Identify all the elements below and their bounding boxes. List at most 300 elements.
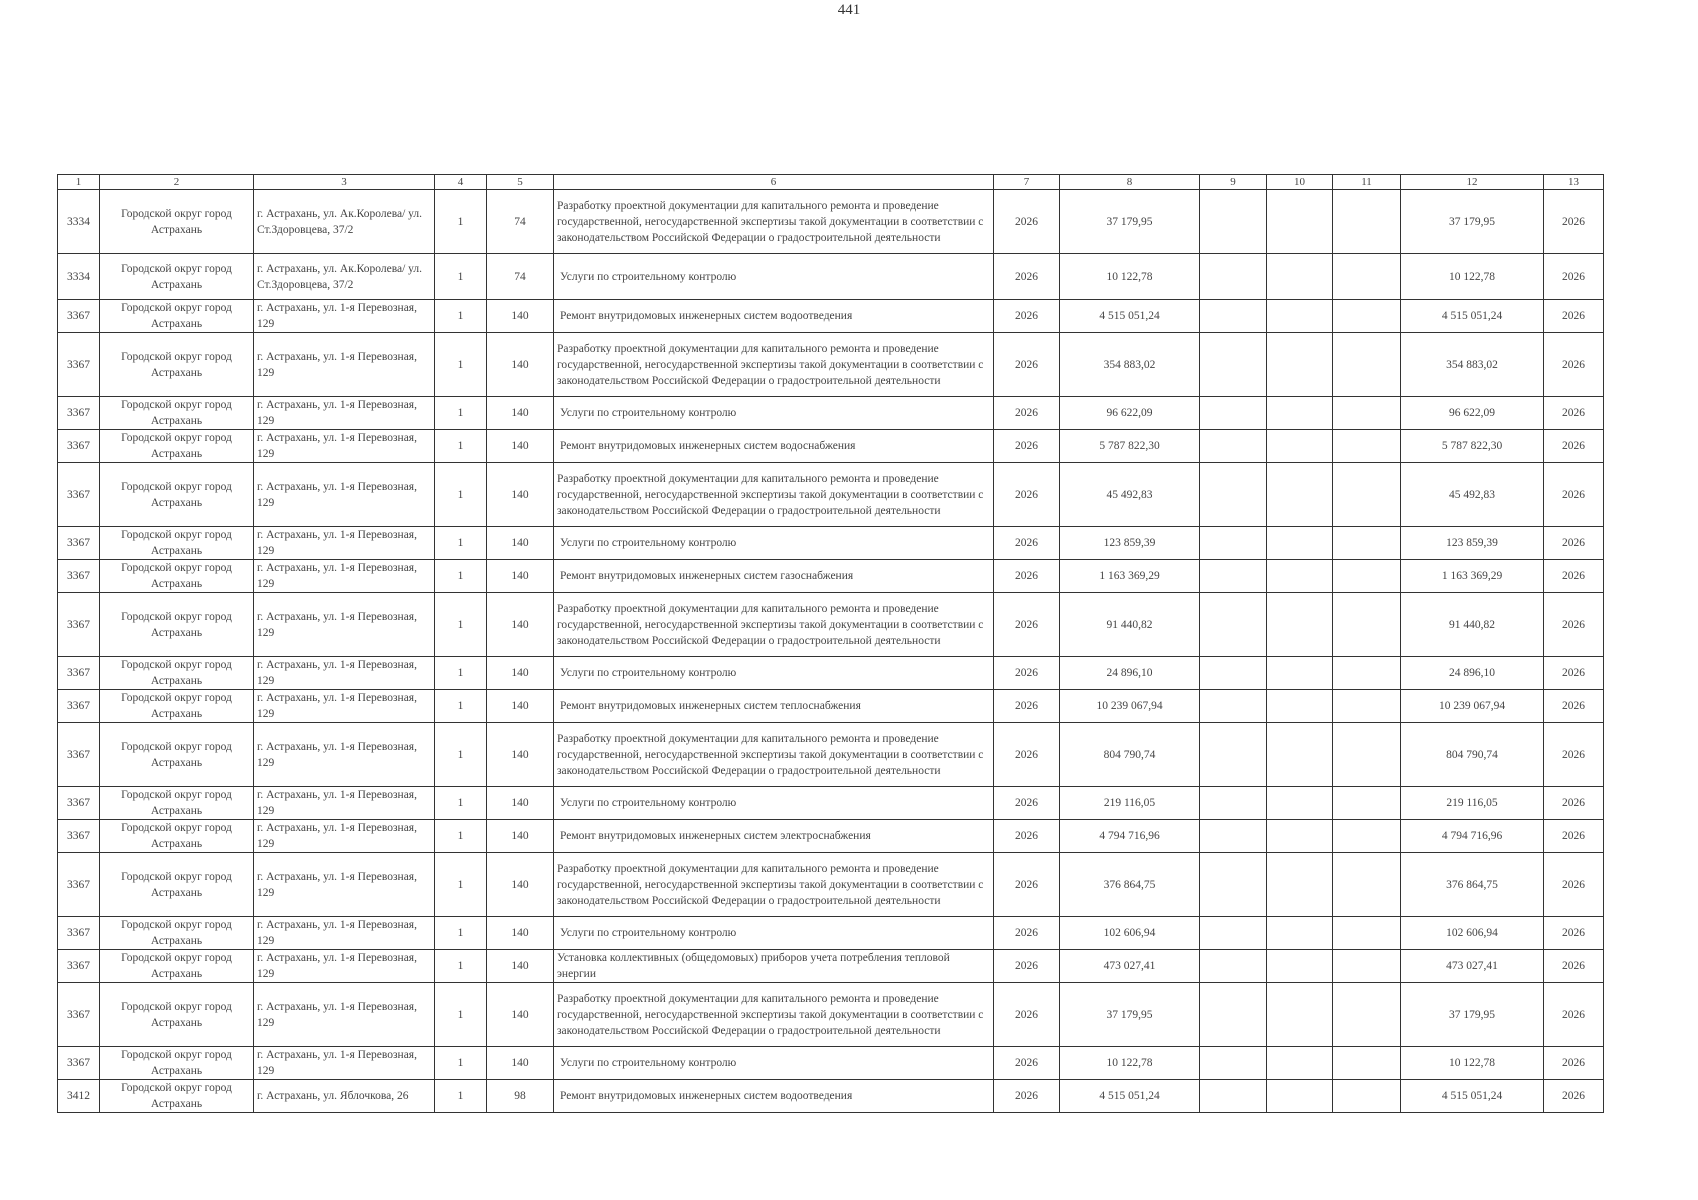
row-number: 3367 — [58, 723, 100, 787]
table-row — [58, 300, 1604, 333]
work-type-cell: Услуги по строительному контролю — [554, 657, 994, 690]
amount-cell: 10 122,78 — [1060, 1047, 1200, 1080]
row-number: 3367 — [58, 560, 100, 593]
count-cell: 140 — [487, 1047, 554, 1080]
year-cell: 2026 — [994, 917, 1060, 950]
table-row — [58, 950, 1604, 983]
finish-year-cell: 2026 — [1544, 690, 1604, 723]
col9-cell — [1200, 593, 1267, 657]
year-cell: 2026 — [994, 787, 1060, 820]
municipality-cell: Городской округ город Астрахань — [100, 527, 254, 560]
address-cell: г. Астрахань, ул. 1-я Перевозная, 129 — [254, 333, 435, 397]
work-type-cell: Услуги по строительному контролю — [554, 917, 994, 950]
total-cell: 45 492,83 — [1401, 463, 1544, 527]
work-type-cell: Разработку проектной документации для капитального ремонта и проведение государственной, негосударственной экспертизы такой документации в соответствии с законодательством Российской Федерации о градостроительной деятельности — [554, 333, 994, 397]
row-number: 3367 — [58, 853, 100, 917]
total-cell: 24 896,10 — [1401, 657, 1544, 690]
total-cell: 102 606,94 — [1401, 917, 1544, 950]
row-number: 3367 — [58, 657, 100, 690]
finish-year-cell: 2026 — [1544, 463, 1604, 527]
municipality-cell: Городской округ город Астрахань — [100, 300, 254, 333]
count-cell: 140 — [487, 657, 554, 690]
col11-cell — [1333, 254, 1401, 300]
municipality-cell: Городской округ город Астрахань — [100, 463, 254, 527]
col10-cell — [1267, 983, 1333, 1047]
column-header: 3 — [254, 175, 435, 190]
col9-cell — [1200, 1080, 1267, 1113]
municipality-cell: Городской округ город Астрахань — [100, 853, 254, 917]
column-header: 1 — [58, 175, 100, 190]
col9-cell — [1200, 917, 1267, 950]
table-row — [58, 723, 1604, 787]
amount-cell: 376 864,75 — [1060, 853, 1200, 917]
col11-cell — [1333, 593, 1401, 657]
year-cell: 2026 — [994, 527, 1060, 560]
finish-year-cell: 2026 — [1544, 254, 1604, 300]
work-type-cell: Ремонт внутридомовых инженерных систем водоотведения — [554, 1080, 994, 1113]
col10-cell — [1267, 254, 1333, 300]
table-row — [58, 853, 1604, 917]
table-row — [58, 430, 1604, 463]
column-header: 4 — [435, 175, 487, 190]
header-row — [58, 175, 1604, 190]
entrances-cell: 1 — [435, 787, 487, 820]
entrances-cell: 1 — [435, 430, 487, 463]
col11-cell — [1333, 787, 1401, 820]
table-row — [58, 787, 1604, 820]
total-cell: 10 122,78 — [1401, 1047, 1544, 1080]
total-cell: 91 440,82 — [1401, 593, 1544, 657]
col9-cell — [1200, 1047, 1267, 1080]
row-number: 3334 — [58, 190, 100, 254]
total-cell: 5 787 822,30 — [1401, 430, 1544, 463]
address-cell: г. Астрахань, ул. Ак.Королева/ ул. Ст.Здоровцева, 37/2 — [254, 190, 435, 254]
column-header: 13 — [1544, 175, 1604, 190]
table-row — [58, 333, 1604, 397]
address-cell: г. Астрахань, ул. 1-я Перевозная, 129 — [254, 397, 435, 430]
row-number: 3367 — [58, 527, 100, 560]
finish-year-cell: 2026 — [1544, 950, 1604, 983]
entrances-cell: 1 — [435, 463, 487, 527]
finish-year-cell: 2026 — [1544, 853, 1604, 917]
address-cell: г. Астрахань, ул. 1-я Перевозная, 129 — [254, 593, 435, 657]
total-cell: 10 122,78 — [1401, 254, 1544, 300]
finish-year-cell: 2026 — [1544, 430, 1604, 463]
count-cell: 140 — [487, 917, 554, 950]
table-body — [58, 190, 1604, 1113]
amount-cell: 37 179,95 — [1060, 983, 1200, 1047]
entrances-cell: 1 — [435, 333, 487, 397]
amount-cell: 45 492,83 — [1060, 463, 1200, 527]
total-cell: 96 622,09 — [1401, 397, 1544, 430]
amount-cell: 5 787 822,30 — [1060, 430, 1200, 463]
col11-cell — [1333, 560, 1401, 593]
col9-cell — [1200, 690, 1267, 723]
entrances-cell: 1 — [435, 983, 487, 1047]
address-cell: г. Астрахань, ул. 1-я Перевозная, 129 — [254, 657, 435, 690]
table-row — [58, 560, 1604, 593]
col10-cell — [1267, 527, 1333, 560]
year-cell: 2026 — [994, 1080, 1060, 1113]
count-cell: 98 — [487, 1080, 554, 1113]
row-number: 3367 — [58, 463, 100, 527]
address-cell: г. Астрахань, ул. 1-я Перевозная, 129 — [254, 723, 435, 787]
address-cell: г. Астрахань, ул. Яблочкова, 26 — [254, 1080, 435, 1113]
year-cell: 2026 — [994, 950, 1060, 983]
col9-cell — [1200, 463, 1267, 527]
entrances-cell: 1 — [435, 820, 487, 853]
col10-cell — [1267, 333, 1333, 397]
col9-cell — [1200, 853, 1267, 917]
col11-cell — [1333, 190, 1401, 254]
work-type-cell: Ремонт внутридомовых инженерных систем электроснабжения — [554, 820, 994, 853]
total-cell: 1 163 369,29 — [1401, 560, 1544, 593]
total-cell: 219 116,05 — [1401, 787, 1544, 820]
col9-cell — [1200, 723, 1267, 787]
col11-cell — [1333, 430, 1401, 463]
municipality-cell: Городской округ город Астрахань — [100, 690, 254, 723]
municipality-cell: Городской округ город Астрахань — [100, 254, 254, 300]
work-type-cell: Услуги по строительному контролю — [554, 1047, 994, 1080]
work-type-cell: Разработку проектной документации для капитального ремонта и проведение государственной, негосударственной экспертизы такой документации в соответствии с законодательством Российской Федерации о градостроительной деятельности — [554, 190, 994, 254]
col11-cell — [1333, 397, 1401, 430]
total-cell: 4 794 716,96 — [1401, 820, 1544, 853]
table-header — [58, 175, 1604, 190]
count-cell: 140 — [487, 397, 554, 430]
amount-cell: 10 122,78 — [1060, 254, 1200, 300]
address-cell: г. Астрахань, ул. 1-я Перевозная, 129 — [254, 983, 435, 1047]
col11-cell — [1333, 917, 1401, 950]
year-cell: 2026 — [994, 1047, 1060, 1080]
entrances-cell: 1 — [435, 690, 487, 723]
col10-cell — [1267, 723, 1333, 787]
municipality-cell: Городской округ город Астрахань — [100, 983, 254, 1047]
year-cell: 2026 — [994, 430, 1060, 463]
finish-year-cell: 2026 — [1544, 657, 1604, 690]
finish-year-cell: 2026 — [1544, 560, 1604, 593]
total-cell: 4 515 051,24 — [1401, 1080, 1544, 1113]
year-cell: 2026 — [994, 463, 1060, 527]
count-cell: 140 — [487, 853, 554, 917]
count-cell: 74 — [487, 254, 554, 300]
municipality-cell: Городской округ город Астрахань — [100, 1080, 254, 1113]
address-cell: г. Астрахань, ул. 1-я Перевозная, 129 — [254, 463, 435, 527]
col10-cell — [1267, 560, 1333, 593]
col10-cell — [1267, 820, 1333, 853]
amount-cell: 354 883,02 — [1060, 333, 1200, 397]
col9-cell — [1200, 300, 1267, 333]
total-cell: 10 239 067,94 — [1401, 690, 1544, 723]
amount-cell: 804 790,74 — [1060, 723, 1200, 787]
col10-cell — [1267, 657, 1333, 690]
year-cell: 2026 — [994, 254, 1060, 300]
column-header: 10 — [1267, 175, 1333, 190]
year-cell: 2026 — [994, 560, 1060, 593]
row-number: 3367 — [58, 690, 100, 723]
col10-cell — [1267, 1080, 1333, 1113]
count-cell: 140 — [487, 527, 554, 560]
count-cell: 140 — [487, 690, 554, 723]
municipality-cell: Городской округ город Астрахань — [100, 657, 254, 690]
amount-cell: 4 515 051,24 — [1060, 1080, 1200, 1113]
entrances-cell: 1 — [435, 397, 487, 430]
row-number: 3367 — [58, 1047, 100, 1080]
work-type-cell: Услуги по строительному контролю — [554, 254, 994, 300]
row-number: 3367 — [58, 787, 100, 820]
column-header: 11 — [1333, 175, 1401, 190]
year-cell: 2026 — [994, 983, 1060, 1047]
finish-year-cell: 2026 — [1544, 917, 1604, 950]
col10-cell — [1267, 463, 1333, 527]
amount-cell: 1 163 369,29 — [1060, 560, 1200, 593]
work-type-cell: Ремонт внутридомовых инженерных систем водоснабжения — [554, 430, 994, 463]
col11-cell — [1333, 983, 1401, 1047]
table-row — [58, 254, 1604, 300]
row-number: 3367 — [58, 820, 100, 853]
col9-cell — [1200, 333, 1267, 397]
entrances-cell: 1 — [435, 593, 487, 657]
table-row — [58, 820, 1604, 853]
row-number: 3367 — [58, 397, 100, 430]
work-type-cell: Ремонт внутридомовых инженерных систем водоотведения — [554, 300, 994, 333]
address-cell: г. Астрахань, ул. 1-я Перевозная, 129 — [254, 950, 435, 983]
year-cell: 2026 — [994, 657, 1060, 690]
column-header: 9 — [1200, 175, 1267, 190]
col11-cell — [1333, 1080, 1401, 1113]
amount-cell: 4 794 716,96 — [1060, 820, 1200, 853]
work-type-cell: Разработку проектной документации для капитального ремонта и проведение государственной, негосударственной экспертизы такой документации в соответствии с законодательством Российской Федерации о градостроительной деятельности — [554, 853, 994, 917]
table-row — [58, 593, 1604, 657]
finish-year-cell: 2026 — [1544, 527, 1604, 560]
col9-cell — [1200, 254, 1267, 300]
year-cell: 2026 — [994, 690, 1060, 723]
col11-cell — [1333, 300, 1401, 333]
municipality-cell: Городской округ город Астрахань — [100, 593, 254, 657]
count-cell: 140 — [487, 560, 554, 593]
col10-cell — [1267, 593, 1333, 657]
work-type-cell: Ремонт внутридомовых инженерных систем газоснабжения — [554, 560, 994, 593]
count-cell: 140 — [487, 300, 554, 333]
year-cell: 2026 — [994, 190, 1060, 254]
address-cell: г. Астрахань, ул. 1-я Перевозная, 129 — [254, 820, 435, 853]
col11-cell — [1333, 690, 1401, 723]
total-cell: 804 790,74 — [1401, 723, 1544, 787]
table-row — [58, 690, 1604, 723]
total-cell: 376 864,75 — [1401, 853, 1544, 917]
municipality-cell: Городской округ город Астрахань — [100, 397, 254, 430]
entrances-cell: 1 — [435, 1047, 487, 1080]
year-cell: 2026 — [994, 853, 1060, 917]
count-cell: 140 — [487, 463, 554, 527]
amount-cell: 473 027,41 — [1060, 950, 1200, 983]
col11-cell — [1333, 723, 1401, 787]
address-cell: г. Астрахань, ул. 1-я Перевозная, 129 — [254, 787, 435, 820]
col9-cell — [1200, 560, 1267, 593]
table-row — [58, 983, 1604, 1047]
municipality-cell: Городской округ город Астрахань — [100, 917, 254, 950]
address-cell: г. Астрахань, ул. 1-я Перевозная, 129 — [254, 560, 435, 593]
col10-cell — [1267, 190, 1333, 254]
amount-cell: 37 179,95 — [1060, 190, 1200, 254]
entrances-cell: 1 — [435, 190, 487, 254]
count-cell: 140 — [487, 723, 554, 787]
finish-year-cell: 2026 — [1544, 333, 1604, 397]
col11-cell — [1333, 853, 1401, 917]
col10-cell — [1267, 690, 1333, 723]
capital-repair-table — [57, 174, 1604, 1113]
address-cell: г. Астрахань, ул. 1-я Перевозная, 129 — [254, 1047, 435, 1080]
col9-cell — [1200, 983, 1267, 1047]
year-cell: 2026 — [994, 723, 1060, 787]
row-number: 3367 — [58, 300, 100, 333]
entrances-cell: 1 — [435, 950, 487, 983]
count-cell: 74 — [487, 190, 554, 254]
work-type-cell: Разработку проектной документации для капитального ремонта и проведение государственной, негосударственной экспертизы такой документации в соответствии с законодательством Российской Федерации о градостроительной деятельности — [554, 983, 994, 1047]
count-cell: 140 — [487, 983, 554, 1047]
entrances-cell: 1 — [435, 723, 487, 787]
table-row — [58, 1047, 1604, 1080]
column-header: 7 — [994, 175, 1060, 190]
entrances-cell: 1 — [435, 853, 487, 917]
entrances-cell: 1 — [435, 917, 487, 950]
count-cell: 140 — [487, 593, 554, 657]
work-type-cell: Разработку проектной документации для капитального ремонта и проведение государственной, негосударственной экспертизы такой документации в соответствии с законодательством Российской Федерации о градостроительной деятельности — [554, 593, 994, 657]
finish-year-cell: 2026 — [1544, 593, 1604, 657]
entrances-cell: 1 — [435, 300, 487, 333]
row-number: 3367 — [58, 593, 100, 657]
municipality-cell: Городской округ город Астрахань — [100, 430, 254, 463]
finish-year-cell: 2026 — [1544, 300, 1604, 333]
total-cell: 473 027,41 — [1401, 950, 1544, 983]
col10-cell — [1267, 787, 1333, 820]
col9-cell — [1200, 397, 1267, 430]
table-row — [58, 397, 1604, 430]
table-row — [58, 917, 1604, 950]
total-cell: 354 883,02 — [1401, 333, 1544, 397]
col11-cell — [1333, 657, 1401, 690]
row-number: 3367 — [58, 430, 100, 463]
work-type-cell: Ремонт внутридомовых инженерных систем теплоснабжения — [554, 690, 994, 723]
total-cell: 123 859,39 — [1401, 527, 1544, 560]
col9-cell — [1200, 657, 1267, 690]
finish-year-cell: 2026 — [1544, 1047, 1604, 1080]
col11-cell — [1333, 527, 1401, 560]
amount-cell: 24 896,10 — [1060, 657, 1200, 690]
col10-cell — [1267, 950, 1333, 983]
municipality-cell: Городской округ город Астрахань — [100, 560, 254, 593]
finish-year-cell: 2026 — [1544, 787, 1604, 820]
municipality-cell: Городской округ город Астрахань — [100, 1047, 254, 1080]
col9-cell — [1200, 430, 1267, 463]
year-cell: 2026 — [994, 333, 1060, 397]
municipality-cell: Городской округ город Астрахань — [100, 190, 254, 254]
col10-cell — [1267, 853, 1333, 917]
count-cell: 140 — [487, 333, 554, 397]
col9-cell — [1200, 787, 1267, 820]
table-row — [58, 190, 1604, 254]
column-header: 12 — [1401, 175, 1544, 190]
col9-cell — [1200, 820, 1267, 853]
count-cell: 140 — [487, 430, 554, 463]
entrances-cell: 1 — [435, 657, 487, 690]
amount-cell: 123 859,39 — [1060, 527, 1200, 560]
amount-cell: 96 622,09 — [1060, 397, 1200, 430]
address-cell: г. Астрахань, ул. 1-я Перевозная, 129 — [254, 917, 435, 950]
col10-cell — [1267, 430, 1333, 463]
row-number: 3367 — [58, 950, 100, 983]
address-cell: г. Астрахань, ул. 1-я Перевозная, 129 — [254, 690, 435, 723]
amount-cell: 219 116,05 — [1060, 787, 1200, 820]
col9-cell — [1200, 950, 1267, 983]
entrances-cell: 1 — [435, 254, 487, 300]
work-type-cell: Услуги по строительному контролю — [554, 787, 994, 820]
col10-cell — [1267, 300, 1333, 333]
total-cell: 4 515 051,24 — [1401, 300, 1544, 333]
year-cell: 2026 — [994, 397, 1060, 430]
finish-year-cell: 2026 — [1544, 190, 1604, 254]
address-cell: г. Астрахань, ул. 1-я Перевозная, 129 — [254, 853, 435, 917]
year-cell: 2026 — [994, 820, 1060, 853]
municipality-cell: Городской округ город Астрахань — [100, 787, 254, 820]
address-cell: г. Астрахань, ул. 1-я Перевозная, 129 — [254, 300, 435, 333]
finish-year-cell: 2026 — [1544, 397, 1604, 430]
row-number: 3412 — [58, 1080, 100, 1113]
work-type-cell: Установка коллективных (общедомовых) приборов учета потребления тепловой энергии — [554, 950, 994, 983]
total-cell: 37 179,95 — [1401, 190, 1544, 254]
work-type-cell: Разработку проектной документации для капитального ремонта и проведение государственной, негосударственной экспертизы такой документации в соответствии с законодательством Российской Федерации о градостроительной деятельности — [554, 463, 994, 527]
finish-year-cell: 2026 — [1544, 983, 1604, 1047]
address-cell: г. Астрахань, ул. Ак.Королева/ ул. Ст.Здоровцева, 37/2 — [254, 254, 435, 300]
municipality-cell: Городской округ город Астрахань — [100, 950, 254, 983]
entrances-cell: 1 — [435, 527, 487, 560]
col11-cell — [1333, 1047, 1401, 1080]
entrances-cell: 1 — [435, 1080, 487, 1113]
finish-year-cell: 2026 — [1544, 820, 1604, 853]
column-header: 5 — [487, 175, 554, 190]
amount-cell: 4 515 051,24 — [1060, 300, 1200, 333]
address-cell: г. Астрахань, ул. 1-я Перевозная, 129 — [254, 527, 435, 560]
year-cell: 2026 — [994, 300, 1060, 333]
row-number: 3334 — [58, 254, 100, 300]
count-cell: 140 — [487, 950, 554, 983]
table-row — [58, 527, 1604, 560]
finish-year-cell: 2026 — [1544, 723, 1604, 787]
col10-cell — [1267, 397, 1333, 430]
row-number: 3367 — [58, 333, 100, 397]
municipality-cell: Городской округ город Астрахань — [100, 333, 254, 397]
col10-cell — [1267, 1047, 1333, 1080]
municipality-cell: Городской округ город Астрахань — [100, 820, 254, 853]
column-header: 2 — [100, 175, 254, 190]
count-cell: 140 — [487, 787, 554, 820]
col9-cell — [1200, 190, 1267, 254]
amount-cell: 91 440,82 — [1060, 593, 1200, 657]
address-cell: г. Астрахань, ул. 1-я Перевозная, 129 — [254, 430, 435, 463]
table-row — [58, 463, 1604, 527]
municipality-cell: Городской округ город Астрахань — [100, 723, 254, 787]
table-row — [58, 657, 1604, 690]
year-cell: 2026 — [994, 593, 1060, 657]
col10-cell — [1267, 917, 1333, 950]
col11-cell — [1333, 463, 1401, 527]
column-header: 8 — [1060, 175, 1200, 190]
work-type-cell: Услуги по строительному контролю — [554, 397, 994, 430]
row-number: 3367 — [58, 917, 100, 950]
page-number: 441 — [837, 2, 861, 18]
amount-cell: 102 606,94 — [1060, 917, 1200, 950]
col11-cell — [1333, 333, 1401, 397]
entrances-cell: 1 — [435, 560, 487, 593]
